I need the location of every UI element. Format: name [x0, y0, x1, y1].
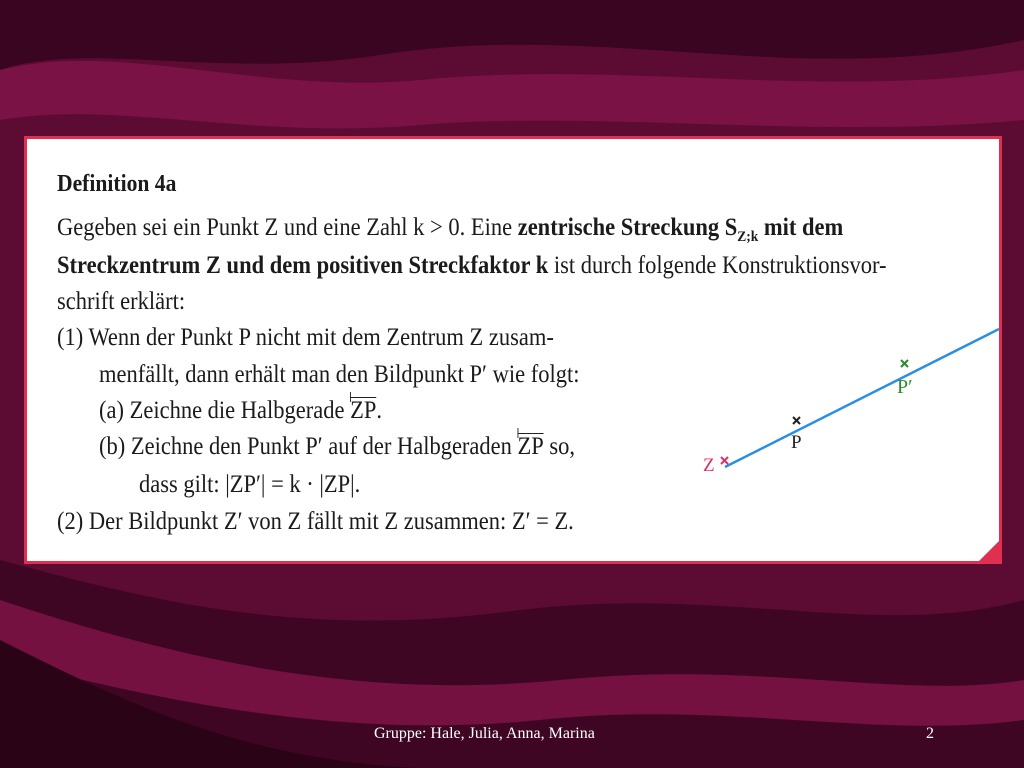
page-number: 2	[926, 725, 934, 742]
item-1-line-2: menfällt, dann erhält man den Bildpunkt P′ wie folgt:	[99, 361, 580, 388]
ray-zp: ZP	[350, 397, 377, 424]
frame-corner	[976, 538, 1002, 564]
definition-line-3: schrift erklärt:	[57, 288, 186, 315]
ray-line	[725, 329, 999, 467]
p-label: P	[791, 432, 802, 453]
item-1-line-1: (1) Wenn der Punkt P nicht mit dem Zentrum Z zusam-	[57, 324, 554, 351]
z-label: Z	[703, 455, 715, 476]
definition-line-2: Streckzentrum Z und dem positiven Streckfaktor k ist durch folgende Konstruktionsvor-	[57, 252, 887, 279]
item-1b-line-2: dass gilt: |ZP′| = k · |ZP|.	[139, 471, 361, 498]
definition-title: Definition 4a	[57, 171, 177, 197]
p-prime-label: P′	[897, 376, 913, 398]
definition-card	[24, 136, 1002, 564]
stretching-diagram	[703, 319, 1007, 484]
item-1b-line-1: (b) Zeichne den Punkt P′ auf der Halbgeraden ZP so,	[99, 433, 576, 460]
definition-line-1: Gegeben sei ein Punkt Z und eine Zahl k > 0. Eine zentrische Streckung $S_{Z;k}$ mit dem	[57, 214, 844, 245]
z-cross-mark	[721, 457, 728, 464]
item-2: (2) Der Bildpunkt Z′ von Z fällt mit Z zusammen: Z′ = Z.	[57, 508, 574, 535]
item-1a: (a) Zeichne die Halbgerade ZP.	[99, 397, 383, 424]
p-cross-mark	[793, 417, 800, 424]
p-prime-cross-mark	[901, 360, 908, 367]
ray-zp: ZP	[517, 433, 544, 460]
footer-group: Gruppe: Hale, Julia, Anna, Marina	[374, 725, 595, 742]
